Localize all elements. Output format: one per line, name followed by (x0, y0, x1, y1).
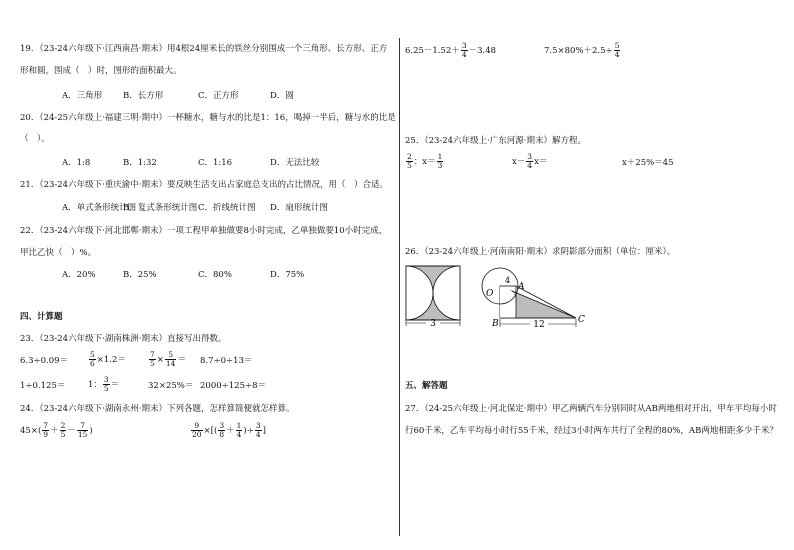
q26-figure-square (404, 264, 464, 330)
q25-equation-1: $\frac{2}{5}$ ：x＝ $\frac{1}{3}$ (407, 152, 443, 170)
q27-line1: 27．（24-25六年级上·河北保定·期中）甲乙两辆汽车分别同时从AB两地相对开出，甲车平均每小时 (405, 404, 777, 414)
q24-expression-2: $\frac{9}{20}$ ×[( $\frac{3}{8}$ ＋ $\frac{1}{4}$ )÷ $\frac{3}{4}$ ] (192, 421, 266, 439)
q19-option-b: B．长方形 (123, 91, 164, 101)
label-radius: 4 (505, 276, 511, 285)
q25-stem: 25．（23-24六年级上·广东河源·期末）解方程。 (405, 136, 586, 146)
q27-line2: 行60千米，乙车平均每小时行55千米，经过3小时两车共行了全程的80%，AB两地相距多少千米？ (405, 426, 778, 436)
q22-option-c: C．80% (198, 270, 232, 280)
calc-expression-3: 6.25－1.52＋ $\frac{3}{4}$ －3.48 (405, 41, 497, 59)
q23-r1d: 8.7÷0÷13＝ (200, 356, 253, 366)
q21-option-d: D．扇形统计图 (270, 203, 328, 213)
q21-option-b: B．复式条形统计图 (123, 203, 198, 213)
label-b: B (492, 319, 499, 329)
section-five-heading: 五、解答题 (405, 381, 448, 391)
column-divider (399, 38, 400, 536)
q23-r1b: $\frac{5}{6}$ ×1.2＝ (90, 350, 126, 368)
q23-r1a: 6.3÷0.09＝ (20, 356, 69, 366)
q22-option-b: B．25% (123, 270, 157, 280)
q22-line1: 22．（23-24六年级下·河北邯郸·期末）一项工程甲单独做要8小时完成，乙单独做要10小时完成， (20, 226, 388, 236)
q25-equation-3: x＋25%＝45 (622, 158, 674, 168)
q20-option-d: D．无法比较 (270, 158, 320, 168)
q23-r1c: $\frac{7}{5}$ × $\frac{5}{14}$ ＝ (150, 350, 186, 368)
q24-stem: 24．（23-24六年级下·湖南永州·期末）下列各题，怎样算简便就怎样算。 (20, 404, 295, 414)
q23-r2c: 32×25%＝ (148, 381, 194, 391)
q24-expression-1: 45×( $\frac{7}{9}$ ＋ $\frac{2}{5}$ － $\frac{7}{15}$ ) (20, 421, 93, 439)
label-o: O (486, 289, 494, 299)
label-c: C (578, 315, 585, 325)
q25-equation-2: x－ $\frac{3}{4}$ x＝ (512, 152, 548, 170)
label-base: 12 (533, 320, 545, 330)
q19-line1: 19．（23-24六年级下·江西南昌·期末）用4根24厘米长的铁丝分别围成一个三角形、长方形、正方 (20, 44, 388, 54)
label-a: A (518, 282, 525, 292)
q19-option-d: D．圆 (270, 91, 294, 101)
calc-expression-4: 7.5×80%＋2.5÷ $\frac{5}{4}$ (544, 41, 620, 59)
q23-r2b: 1： $\frac{3}{5}$ ＝ (88, 375, 120, 393)
q22-option-d: D．75% (270, 270, 305, 280)
q23-r2d: 2000÷125÷8＝ (200, 381, 267, 391)
q22-option-a: A．20% (62, 270, 96, 280)
q20-option-a: A．1:8 (62, 158, 91, 168)
q20-line1: 20．（24-25六年级上·福建三明·期中）一杯糖水，糖与水的比是1：16，喝掉一半后，糖与水的比是 (20, 113, 396, 123)
section-four-heading: 四、计算题 (20, 312, 63, 322)
q26-figure-circle-triangle (478, 262, 588, 330)
q19-line2: 形和圆，围成（ ）时，图形的面积最大。 (20, 66, 182, 76)
q22-line2: 甲比乙快（ ）%。 (20, 248, 97, 258)
q21-line1: 21．（23-24六年级下·重庆渝中·期末）要反映生活支出占家庭总支出的占比情况，用（ ）合适。 (20, 180, 388, 190)
q21-option-a: A．单式条形统计图 (62, 203, 137, 213)
q23-r2a: 1÷0.125＝ (20, 381, 66, 391)
q20-option-c: C．1:16 (198, 158, 233, 168)
q20-line2: （ ）。 (20, 134, 50, 144)
q21-option-c: C．折线统计图 (198, 203, 256, 213)
q20-option-b: B．1:32 (123, 158, 157, 168)
q23-stem: 23．（23-24六年级下·湖南株洲·期末）直接写出得数。 (20, 334, 227, 344)
q19-option-a: A．三角形 (62, 91, 103, 101)
q26-stem: 26．（23-24六年级上·河南南阳·期末）求阴影部分面积（单位：厘米）。 (405, 247, 676, 257)
q19-option-c: C．正方形 (198, 91, 239, 101)
square-dimension-label: 3 (430, 319, 436, 329)
